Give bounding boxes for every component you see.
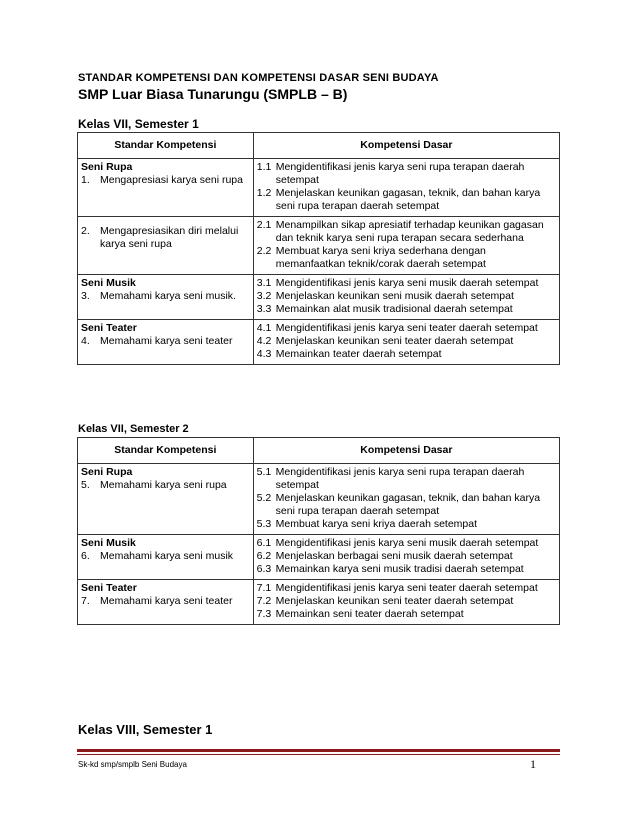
kd-text: Memainkan teater daerah setempat xyxy=(275,348,442,360)
sk-text: Mengapresiasikan diri melalui karya seni rupa xyxy=(100,225,239,250)
kd-number: 7.1 xyxy=(256,582,272,594)
kd-text: Menjelaskan keunikan gagasan, teknik, dan bahan karya seni rupa terapan daerah setempat xyxy=(275,187,541,212)
sk-number: 4. xyxy=(81,335,90,347)
sk-text: Memahami karya seni teater xyxy=(100,595,233,607)
sk-number: 6. xyxy=(81,550,90,562)
kd-cell xyxy=(253,217,559,275)
kd-text: Memainkan alat musik tradisional daerah setempat xyxy=(275,303,513,315)
table-row xyxy=(78,217,560,275)
kd-number: 1.1 xyxy=(256,161,272,173)
table-row xyxy=(78,275,560,320)
kd-text: Mengidentifikasi jenis karya seni musik daerah setempat xyxy=(275,537,539,549)
sk-heading: Seni Musik xyxy=(81,277,136,289)
kd-number: 5.2 xyxy=(256,492,272,504)
sk-number: 7. xyxy=(81,595,90,607)
sk-cell xyxy=(78,580,254,625)
kd-cell xyxy=(253,580,559,625)
table-row xyxy=(78,159,560,217)
kd-number: 4.1 xyxy=(256,322,272,334)
section-heading-kelas-vii-sem-2: Kelas VII, Semester 2 xyxy=(78,423,189,435)
kd-text: Menjelaskan keunikan seni musik daerah setempat xyxy=(275,290,514,302)
kd-cell xyxy=(253,159,559,217)
sk-cell xyxy=(78,217,254,275)
kd-number: 3.2 xyxy=(256,290,272,302)
kd-cell xyxy=(253,535,559,580)
kd-number: 6.1 xyxy=(256,537,272,549)
sk-number: 2. xyxy=(81,225,90,237)
footer-rule xyxy=(77,749,560,752)
kd-number: 3.1 xyxy=(256,277,272,289)
sk-heading: Seni Rupa xyxy=(81,161,133,173)
competency-table-kelas-vii-sem-1 xyxy=(77,132,560,365)
document-title: STANDAR KOMPETENSI DAN KOMPETENSI DASAR SENI BUDAYA xyxy=(78,72,439,84)
kd-cell xyxy=(253,320,559,365)
sk-heading: Seni Musik xyxy=(81,537,136,549)
sk-text: Memahami karya seni rupa xyxy=(100,479,227,491)
kd-number: 5.1 xyxy=(256,466,272,478)
sk-cell xyxy=(78,275,254,320)
kd-text: Menjelaskan berbagai seni musik daerah setempat xyxy=(275,550,513,562)
column-header-kompetensi-dasar: Kompetensi Dasar xyxy=(253,438,559,464)
kd-number: 7.3 xyxy=(256,608,272,620)
table-row xyxy=(78,535,560,580)
sk-number: 5. xyxy=(81,479,90,491)
kd-text: Membuat karya seni kriya sederhana dengan memanfaatkan teknik/corak daerah setempat xyxy=(275,245,486,270)
kd-number: 4.2 xyxy=(256,335,272,347)
sk-text: Mengapresiasi karya seni rupa xyxy=(100,174,243,186)
document-subtitle: SMP Luar Biasa Tunarungu (SMPLB – B) xyxy=(78,86,348,102)
column-header-kompetensi-dasar: Kompetensi Dasar xyxy=(253,133,559,159)
kd-text: Membuat karya seni kriya daerah setempat xyxy=(275,518,478,530)
page-number: 1 xyxy=(530,757,536,771)
kd-text: Mengidentifikasi jenis karya seni teater daerah setempat xyxy=(275,322,538,334)
kd-number: 6.2 xyxy=(256,550,272,562)
sk-text: Memahami karya seni teater xyxy=(100,335,233,347)
kd-number: 4.3 xyxy=(256,348,272,360)
sk-cell xyxy=(78,320,254,365)
kd-text: Mengidentifikasi jenis karya seni musik daerah setempat xyxy=(275,277,539,289)
competency-table-kelas-vii-sem-2 xyxy=(77,437,560,625)
kd-text: Menjelaskan keunikan gagasan, teknik, dan bahan karya seni rupa terapan daerah setempat xyxy=(275,492,541,517)
table-row xyxy=(78,580,560,625)
column-header-standar-kompetensi: Standar Kompetensi xyxy=(78,133,254,159)
kd-number: 5.3 xyxy=(256,518,272,530)
column-header-standar-kompetensi: Standar Kompetensi xyxy=(78,438,254,464)
sk-text: Memahami karya seni musik xyxy=(100,550,234,562)
kd-text: Menjelaskan keunikan seni teater daerah setempat xyxy=(275,335,514,347)
footer-rule-thin xyxy=(77,754,560,755)
footer-text: Sk-kd smp/smplb Seni Budaya xyxy=(78,760,187,769)
kd-cell xyxy=(253,275,559,320)
sk-cell xyxy=(78,535,254,580)
sk-heading: Seni Rupa xyxy=(81,466,133,478)
table-row xyxy=(78,320,560,365)
sk-heading: Seni Teater xyxy=(81,322,137,334)
kd-number: 2.2 xyxy=(256,245,272,257)
section-heading-kelas-viii-sem-1: Kelas VIII, Semester 1 xyxy=(78,722,213,737)
section-heading-kelas-vii-sem-1: Kelas VII, Semester 1 xyxy=(78,117,199,131)
kd-text: Mengidentifikasi jenis karya seni teater daerah setempat xyxy=(275,582,538,594)
kd-text: Menjelaskan keunikan seni teater daerah setempat xyxy=(275,595,514,607)
kd-number: 2.1 xyxy=(256,219,272,231)
sk-number: 3. xyxy=(81,290,90,302)
sk-heading: Seni Teater xyxy=(81,582,137,594)
sk-cell xyxy=(78,159,254,217)
kd-text: Mengidentifikasi jenis karya seni rupa terapan daerah setempat xyxy=(275,161,525,186)
kd-text: Memainkan seni teater daerah setempat xyxy=(275,608,464,620)
kd-text: Menampilkan sikap apresiatif terhadap keunikan gagasan dan teknik karya seni rupa terapan secara sederhana xyxy=(275,219,544,244)
sk-cell xyxy=(78,464,254,535)
kd-number: 3.3 xyxy=(256,303,272,315)
sk-number: 1. xyxy=(81,174,90,186)
kd-number: 6.3 xyxy=(256,563,272,575)
kd-text: Mengidentifikasi jenis karya seni rupa terapan daerah setempat xyxy=(275,466,525,491)
kd-cell xyxy=(253,464,559,535)
kd-text: Memainkan karya seni musik tradisi daerah setempat xyxy=(275,563,524,575)
kd-number: 7.2 xyxy=(256,595,272,607)
kd-number: 1.2 xyxy=(256,187,272,199)
sk-text: Memahami karya seni musik. xyxy=(100,290,236,302)
table-row xyxy=(78,464,560,535)
